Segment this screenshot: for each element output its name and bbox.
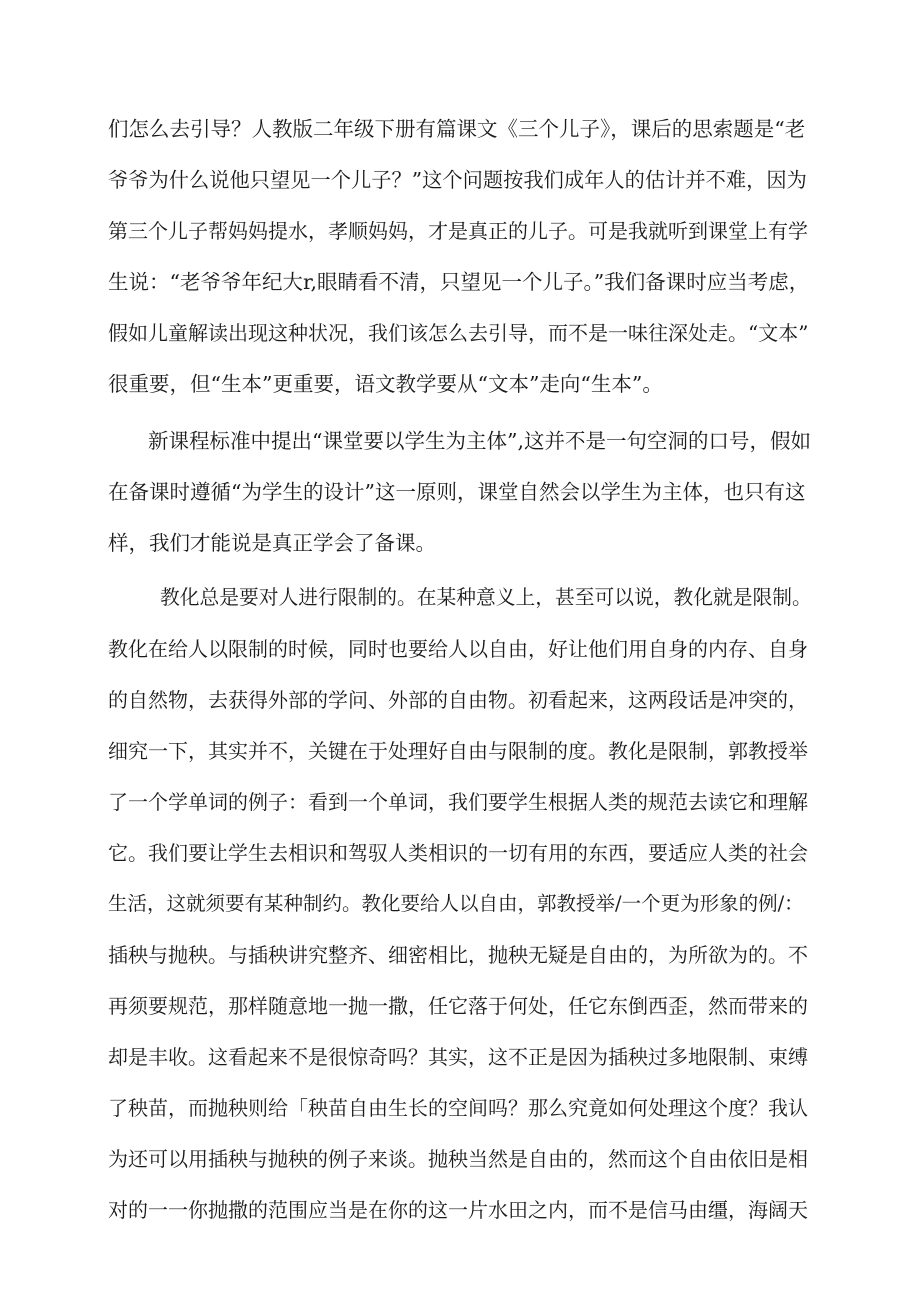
text-line: 假如儿童解读出现这种状况，我们该怎么去引导，而不是一味往深处走。“文本” (108, 321, 809, 345)
text-line: 样，我们才能说是真正学会了备课。 (108, 531, 436, 555)
paragraph-first-line: 教化总是要对人进行限制的。在某种意义上，甚至可以说，教化就是限制。 (160, 586, 812, 609)
text-line: 在备课时遵循“为学生的设计”这一原则，课堂自然会以学生为主体，也只有这 (108, 480, 806, 504)
text-line: 它。我们要让学生去相识和驾驭人类相识的一切有用的东西，要适应人类的社会 (108, 841, 808, 865)
text-line: 插秧与抛秧。与插秧讲究整齐、细密相比，抛秧无疑是自由的，为所欲为的。不 (108, 943, 808, 967)
text-line: 教化在给人以限制的时候，同时也要给人以自由，好让他们用自身的内存、自身 (108, 637, 808, 661)
text-line: 爷爷为什么说他只望见一个儿子？”这个问题按我们成年人的估计并不难，因为 (108, 168, 807, 192)
text-line: 对的一一你抛撒的范围应当是在你的这一片水田之内，而不是信马由缰，海阔天 (108, 1198, 808, 1222)
paragraph-first-line: 新课程标准中提出“课堂要以学生为主体”,这并不是一句空洞的口号，假如 (148, 429, 811, 453)
text-line: 为还可以用插秧与抛秧的例子来谈。抛秧当然是自由的，然而这个自由依旧是相 (108, 1147, 808, 1171)
text-line: 第三个儿子帮妈妈提水，孝顺妈妈，才是真正的儿子。可是我就听到课堂上有学 (108, 219, 808, 243)
text-line: 却是丰收。这看起来不是很惊奇吗？其实，这不正是因为插秧过多地限制、束缚 (108, 1045, 808, 1069)
text-line: 再须要规范，那样随意地一抛一撒，任它落于何处，任它东倒西歪，然而带来的 (108, 994, 808, 1018)
text-line: 的自然物，去获得外部的学问、外部的自由物。初看起来，这两段话是冲突的， (108, 688, 808, 712)
text-line: 生说：“老爷爷年纪大r,眼睛看不清，只望见一个儿子。”我们备课时应当考虑， (108, 270, 810, 294)
text-line: 了秧苗，而抛秧则给「秧苗自由生长的空间吗？那么究竟如何处理这个度？我认 (108, 1096, 808, 1120)
text-line: 了一个学单词的例子：看到一个单词，我们要学生根据人类的规范去读它和理解 (108, 790, 808, 814)
text-line: 生活，这就须要有某种制约。教化要给人以自由，郭教授举/一个更为形象的例/： (108, 892, 804, 915)
text-line: 细究一下，其实并不，关键在于处理好自由与限制的度。教化是限制，郭教授举 (108, 739, 808, 763)
text-line: 很重要，但“生本”更重要，语文教学要从“文本”走向“生本”。 (108, 372, 663, 396)
text-line: 们怎么去引导？人教版二年级下册有篇课文《三个儿子》，课后的思索题是“老 (108, 117, 806, 141)
